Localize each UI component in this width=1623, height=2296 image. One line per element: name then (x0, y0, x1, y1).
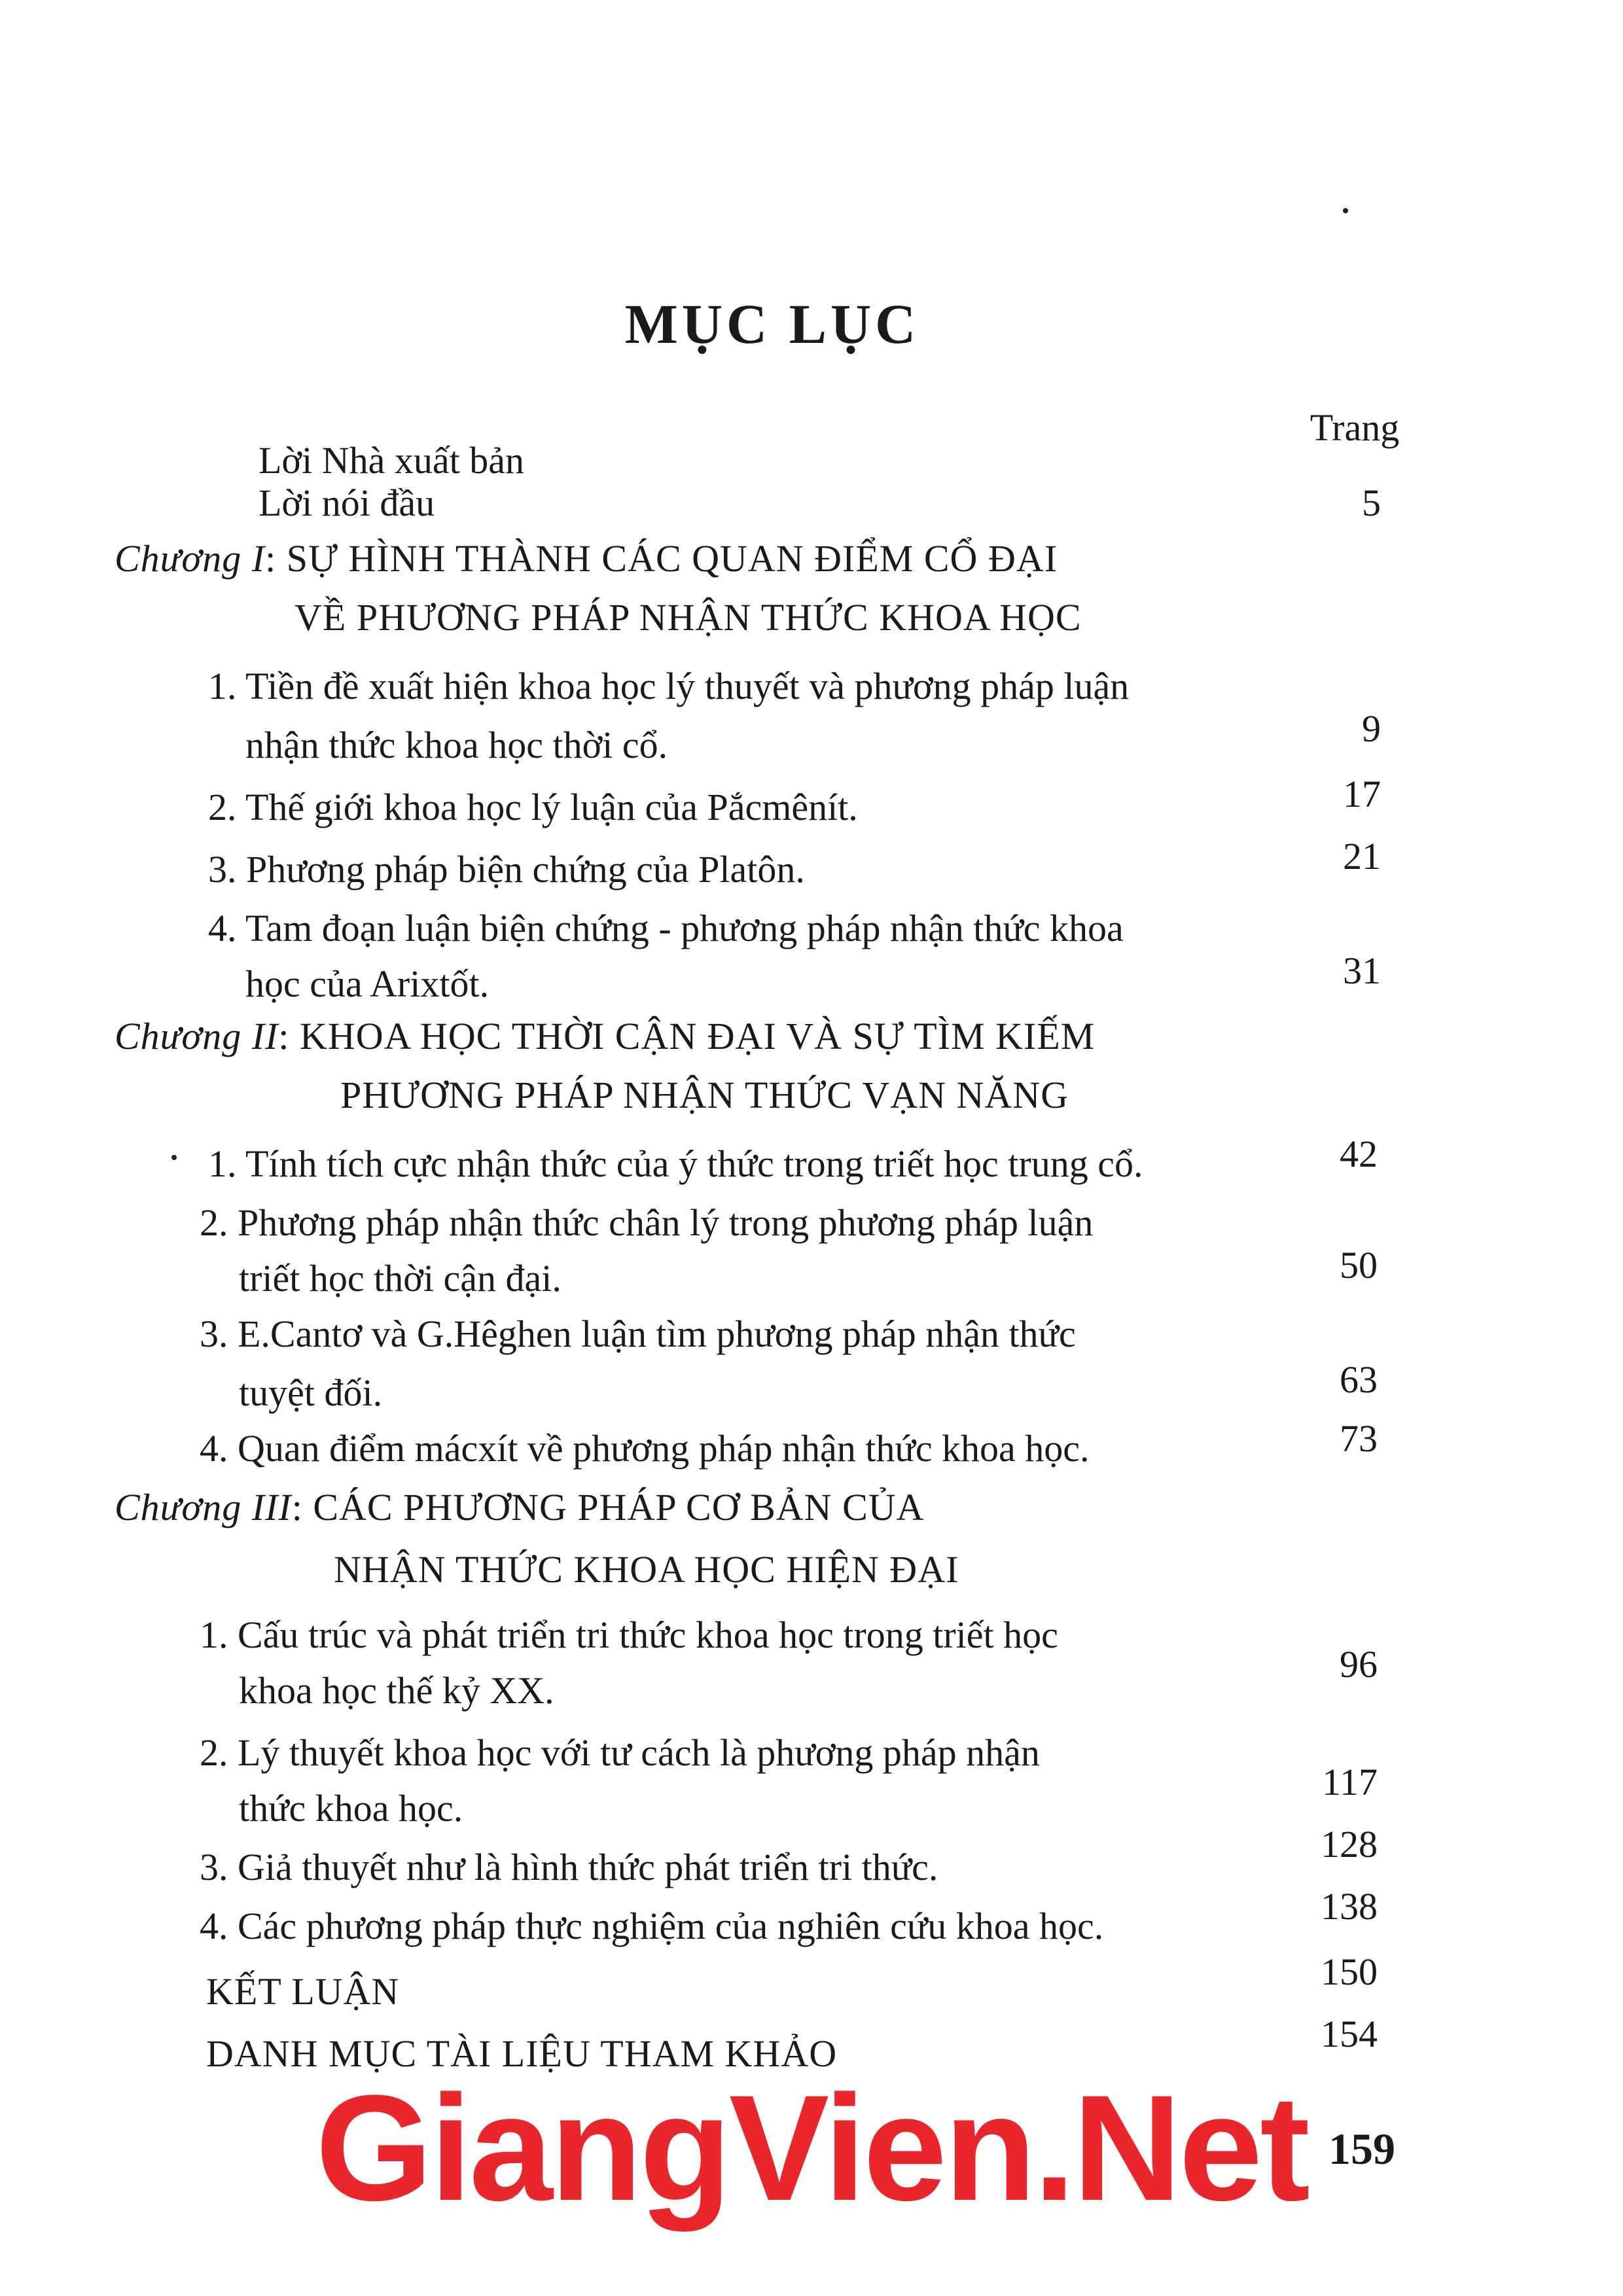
toc-entry-cont: tuyệt đối. (239, 1371, 383, 1414)
toc-entry-number: 3. (200, 1313, 228, 1355)
toc-entry-number: 1. (208, 1142, 237, 1185)
toc-page-references: 154 (1321, 2013, 1378, 2055)
toc-entry (208, 664, 1129, 708)
toc-page-conclusion: 150 (1321, 1951, 1378, 1993)
chapter-title-line2: VỀ PHƯƠNG PHÁP NHẬN THỨC KHOA HỌC (294, 596, 1082, 639)
toc-entry-text: Thế giới khoa học lý luận của Pắcmênít. (245, 786, 858, 828)
toc-entry (200, 1312, 1076, 1356)
toc-entry-text: Phương pháp biện chứng của Platôn. (246, 848, 805, 891)
toc-entry-text: E.Cantơ và G.Hêghen luận tìm phương pháp nhận thức (238, 1313, 1076, 1355)
toc-entry-number: 4. (200, 1427, 228, 1470)
chapter-heading (115, 1485, 925, 1529)
toc-entry-number: 2. (208, 786, 237, 828)
chapter-title-line2: PHƯƠNG PHÁP NHẬN THỨC VẠN NĂNG (340, 1074, 1069, 1116)
toc-page: 17 (1343, 773, 1381, 815)
toc-entry-cont: triết học thời cận đại. (239, 1257, 562, 1299)
toc-entry (200, 1904, 1103, 1948)
toc-entry-number: 2. (200, 1201, 228, 1244)
scan-speck (1343, 208, 1348, 213)
toc-page: 128 (1321, 1823, 1378, 1865)
toc-page: 138 (1321, 1885, 1378, 1928)
toc-entry-text: Tam đoạn luận biện chứng - phương pháp nhận thức khoa (245, 907, 1124, 949)
toc-page: 73 (1340, 1417, 1378, 1460)
toc-entry-cont: thức khoa học. (239, 1787, 463, 1829)
toc-entry-cont: nhận thức khoa học thời cổ. (245, 724, 668, 766)
chapter-title-line2: NHẬN THỨC KHOA HỌC HIỆN ĐẠI (334, 1548, 959, 1591)
chapter-title: CÁC PHƯƠNG PHÁP CƠ BẢN CỦA (313, 1486, 925, 1528)
page-number: 159 (1329, 2124, 1395, 2174)
toc-page: 63 (1340, 1358, 1378, 1401)
toc-entry-preface: Lời nói đầu (259, 482, 435, 524)
toc-entry-text: Giả thuyết như là hình thức phát triển tri thức. (238, 1846, 938, 1888)
toc-entry-text: Quan điểm mácxít về phương pháp nhận thức khoa học. (238, 1427, 1090, 1470)
toc-entry-text: Phương pháp nhận thức chân lý trong phương pháp luận (238, 1201, 1094, 1244)
toc-entry-references: DANH MỤC TÀI LIỆU THAM KHẢO (206, 2032, 838, 2075)
scan-speck (171, 1155, 177, 1160)
toc-entry-number: 3. (208, 848, 237, 891)
chapter-label: Chương I (115, 537, 266, 580)
toc-entry-text: Lý thuyết khoa học với tư cách là phương pháp nhận (238, 1731, 1040, 1774)
toc-entry (200, 1845, 938, 1889)
toc-page: 42 (1340, 1133, 1378, 1175)
page-title: MỤC LỤC (624, 292, 920, 355)
chapter-label: Chương III (115, 1486, 292, 1528)
toc-page: 31 (1343, 949, 1381, 992)
toc-entry-conclusion: KẾT LUẬN (206, 1970, 400, 2013)
toc-page: 96 (1340, 1643, 1378, 1686)
toc-entry-cont: học của Arixtốt. (245, 963, 490, 1005)
toc-entry (200, 1731, 1040, 1775)
chapter-colon: : (265, 537, 287, 580)
chapter-title: KHOA HỌC THỜI CẬN ĐẠI VÀ SỰ TÌM KIẾM (300, 1015, 1096, 1057)
chapter-colon: : (291, 1486, 313, 1528)
toc-page: 21 (1343, 835, 1381, 877)
chapter-heading (115, 537, 1058, 580)
watermark-logo: GiangVien.Net (315, 2064, 1308, 2232)
toc-entry-number: 4. (208, 907, 237, 949)
toc-entry (200, 1426, 1090, 1470)
toc-entry (208, 906, 1124, 950)
toc-entry-text: Tiền đề xuất hiện khoa học lý thuyết và phương pháp luận (245, 665, 1130, 707)
chapter-colon: : (278, 1015, 300, 1057)
toc-page: 117 (1322, 1761, 1378, 1803)
toc-entry-publisher-note: Lời Nhà xuất bản (259, 439, 524, 482)
toc-entry-number: 1. (200, 1614, 228, 1656)
toc-page-preface: 5 (1362, 482, 1381, 524)
toc-entry-number: 3. (200, 1846, 228, 1888)
chapter-heading (115, 1014, 1095, 1058)
chapter-title: SỰ HÌNH THÀNH CÁC QUAN ĐIỂM CỔ ĐẠI (286, 537, 1058, 580)
toc-entry-number: 1. (208, 665, 237, 707)
toc-entry (200, 1613, 1058, 1657)
toc-entry-text: Tính tích cực nhận thức của ý thức trong triết học trung cổ. (245, 1142, 1143, 1185)
toc-entry-text: Các phương pháp thực nghiệm của nghiên cứu khoa học. (238, 1905, 1104, 1947)
toc-entry-text: Cấu trúc và phát triển tri thức khoa học trong triết học (238, 1614, 1058, 1656)
toc-entry (208, 785, 858, 829)
toc-entry (200, 1201, 1093, 1245)
toc-entry (208, 1142, 1143, 1186)
toc-entry (208, 847, 805, 891)
toc-page: 9 (1362, 707, 1381, 750)
trang-label: Trang (1310, 406, 1400, 449)
chapter-label: Chương II (115, 1015, 279, 1057)
toc-entry-number: 2. (200, 1731, 228, 1774)
toc-entry-number: 4. (200, 1905, 228, 1947)
toc-page: 50 (1340, 1244, 1378, 1286)
toc-entry-cont: khoa học thế kỷ XX. (239, 1669, 554, 1712)
